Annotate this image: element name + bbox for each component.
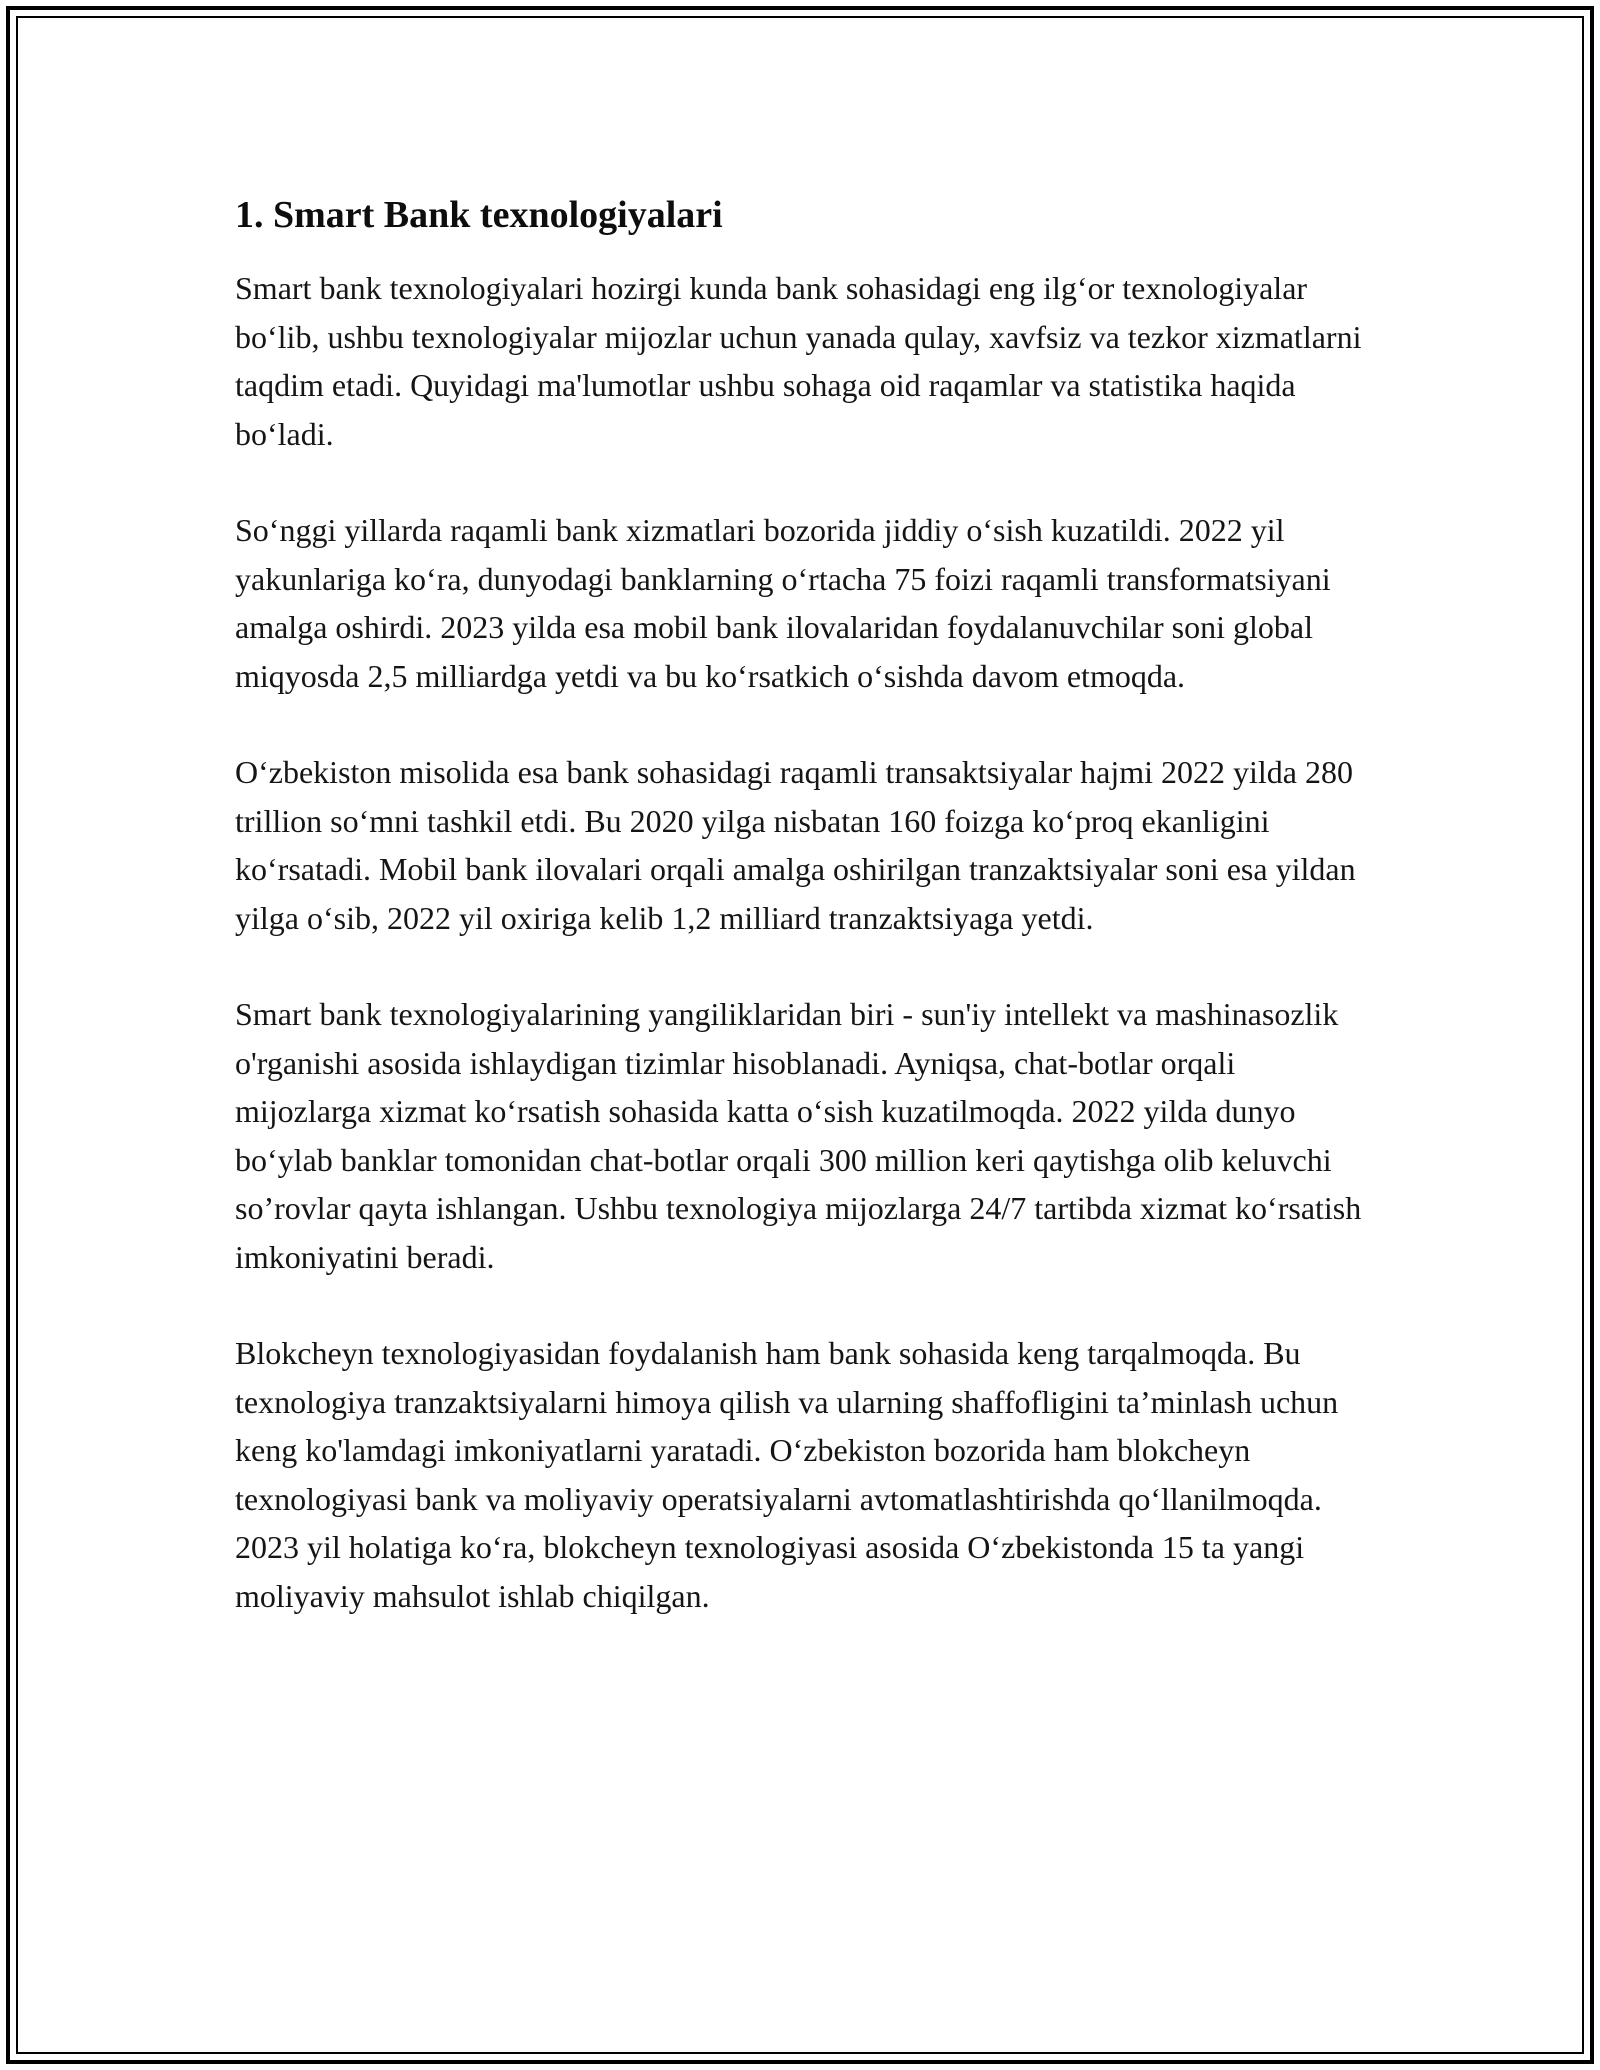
paragraph-digital-growth: So‘nggi yillarda raqamli bank xizmatlari bozorida jiddiy o‘sish kuzatildi. 2022 yil yakunlariga ko‘ra, dunyodagi banklarning o‘rtacha 75 foizi raqamli transformatsiyani amalga oshirdi. 2023 yilda esa mobil bank ilovalaridan foydalanuvchilar soni global miqyosda 2,5 milliardga yetdi va bu ko‘rsatkich o‘sishda davom etmoqda. <box>235 512 1331 694</box>
section-heading: 1. Smart Bank texnologiyalari <box>235 194 723 236</box>
paragraph-intro: Smart bank texnologiyalari hozirgi kunda bank sohasidagi eng ilg‘or texnologiyalar bo‘lib, ushbu texnologiyalar mijozlar uchun yanada qulay, xavfsiz va tezkor xizmatlarni taqdim etadi. Quyidagi ma'lumotlar ushbu sohaga oid raqamlar va statistika haqida bo‘ladi. <box>235 270 1362 452</box>
paragraph-ai-chatbots: Smart bank texnologiyalarining yangiliklaridan biri - sun'iy intellekt va mashinasozlik o'rganishi asosida ishlaydigan tizimlar hisoblanadi. Ayniqsa, chat-botlar orqali mijozlarga xizmat ko‘rsatish sohasida katta o‘sish kuzatilmoqda. 2022 yilda dunyo bo‘ylab banklar tomonidan chat-botlar orqali 300 million keri qaytishga olib keluvchi so’rovlar qayta ishlangan. Ushbu texnologiya mijozlarga 24/7 tartibda xizmat ko‘rsatish imkoniyatini beradi. <box>235 996 1362 1275</box>
document-body <box>235 188 1370 1620</box>
paragraph-blockchain: Blokcheyn texnologiyasidan foydalanish ham bank sohasida keng tarqalmoqda. Bu texnologiya tranzaktsiyalarni himoya qilish va ularning shaffofligini ta’minlash uchun keng ko'lamdagi imkoniyatlarni yaratadi. O‘zbekiston bozorida ham blokcheyn texnologiyasi bank va moliyaviy operatsiyalarni avtomatlashtirishda qo‘llanilmoqda. 2023 yil holatiga ko‘ra, blokcheyn texnologiyasi asosida O‘zbekistonda 15 ta yangi moliyaviy mahsulot ishlab chiqilgan. <box>235 1335 1339 1614</box>
paragraph-uzbekistan-transactions: O‘zbekiston misolida esa bank sohasidagi raqamli transaktsiyalar hajmi 2022 yilda 280 trillion so‘mni tashkil etdi. Bu 2020 yilga nisbatan 160 foizga ko‘proq ekanligini ko‘rsatadi. Mobil bank ilovalari orqali amalga oshirilgan tranzaktsiyalar soni esa yildan yilga o‘sib, 2022 yil oxiriga kelib 1,2 milliard tranzaktsiyaga yetdi. <box>235 754 1356 936</box>
